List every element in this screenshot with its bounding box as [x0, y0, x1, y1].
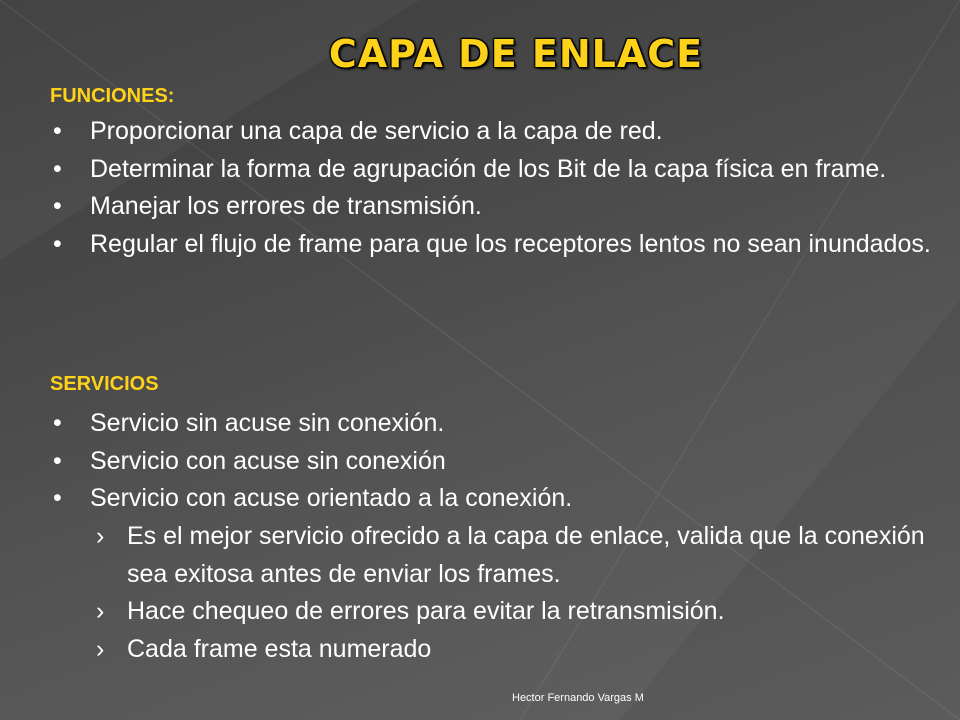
chevron-right-icon: › — [96, 634, 105, 663]
list-item: • Regular el flujo de frame para que los receptores lentos no sean inundados. — [50, 226, 940, 264]
sub-list-item: › Cada frame esta numerado — [94, 631, 934, 669]
list-item: • Servicio sin acuse sin conexión. — [50, 405, 940, 443]
list-item: • Proporcionar una capa de servicio a la capa de red. — [50, 113, 940, 151]
chevron-right-icon: › — [96, 522, 105, 550]
footer-author: Hector Fernando Vargas M — [512, 692, 644, 704]
list-item: • Servicio con acuse sin conexión — [50, 443, 940, 481]
list-item: • Servicio con acuse orientado a la conexión. — [50, 480, 940, 518]
servicios-sublist — [94, 518, 934, 668]
sub-list-item: › Es el mejor servicio ofrecido a la capa de enlace, valida que la conexión sea exitosa antes de enviar los frames. — [94, 518, 934, 593]
servicios-list — [50, 405, 940, 518]
bullet-icon: • — [53, 409, 62, 437]
slide-title: CAPA DE ENLACE — [328, 32, 704, 76]
funciones-heading: FUNCIONES: — [50, 85, 175, 107]
bullet-icon: • — [53, 484, 62, 512]
list-item: • Determinar la forma de agrupación de los Bit de la capa física en frame. — [50, 151, 940, 189]
servicios-heading: SERVICIOS — [50, 373, 159, 395]
funciones-list — [50, 113, 940, 263]
chevron-right-icon: › — [96, 597, 105, 625]
bullet-icon: • — [53, 117, 62, 145]
bullet-icon: • — [53, 154, 62, 183]
sub-list-item: › Hace chequeo de errores para evitar la retransmisión. — [94, 593, 934, 631]
bullet-icon: • — [53, 192, 62, 220]
bullet-icon: • — [53, 446, 62, 475]
list-item: • Manejar los errores de transmisión. — [50, 188, 940, 226]
bullet-icon: • — [53, 229, 62, 258]
